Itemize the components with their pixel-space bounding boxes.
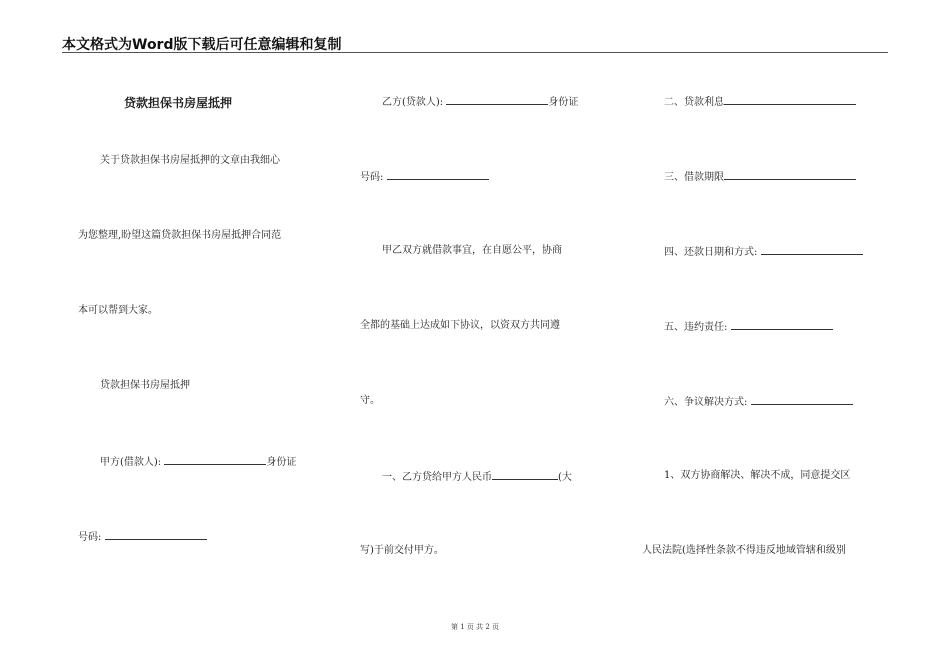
item-5-line	[664, 319, 833, 335]
item-2-label: 二、贷款利息	[664, 97, 724, 108]
subtitle: 贷款担保书房屋抵押	[100, 380, 190, 391]
document-header	[62, 34, 888, 53]
party-b-id-label: 号码:	[360, 172, 384, 183]
interest-blank	[724, 94, 856, 105]
agreement-line-3: 守。	[360, 395, 380, 406]
item-6-2-line: 人民法院(选择性条款不得违反地域管辖和级别	[642, 545, 846, 556]
intro-line-1: 关于贷款担保书房屋抵押的文章由我细心	[100, 155, 280, 166]
item-5-label: 五、违约责任:	[664, 322, 728, 333]
intro-line-2: 为您整理,盼望这篇贷款担保书房屋抵押合同范	[78, 230, 282, 241]
party-b-line	[382, 94, 578, 110]
item-6-label: 六、争议解决方式:	[664, 397, 748, 408]
item-1-line-2: 写)于前交付甲方。	[360, 545, 444, 556]
party-a-id-line	[78, 529, 207, 545]
item-3-label: 三、借款期限	[664, 172, 724, 183]
page-number: 第 1 页 共 2 页	[450, 623, 500, 631]
party-a-id-label: 号码:	[78, 532, 102, 543]
intro-line-3: 本可以帮到大家。	[78, 305, 158, 316]
agreement-line-2: 全都的基础上达成如下协议，以资双方共同遵	[360, 320, 560, 331]
item-1-prefix: 一、乙方贷给甲方人民币	[382, 472, 492, 483]
party-b-name-blank	[446, 94, 548, 105]
header-title: 本文格式为Word版下载后可任意编辑和复制	[62, 37, 342, 53]
party-b-suffix: 身份证	[548, 97, 579, 108]
term-blank	[724, 169, 856, 180]
party-a-line	[100, 454, 296, 470]
party-a-suffix: 身份证	[266, 457, 297, 468]
item-4-line	[664, 244, 863, 260]
party-b-id-line	[360, 169, 489, 185]
party-b-label: 乙方(贷款人):	[382, 97, 444, 108]
dispute-blank	[751, 394, 853, 405]
item-1-line	[382, 469, 572, 485]
item-2-line	[664, 94, 856, 110]
loan-amount-blank	[492, 469, 558, 480]
repayment-blank	[761, 244, 863, 255]
party-b-id-blank	[387, 169, 489, 180]
item-6-line	[664, 394, 853, 410]
document-title: 贷款担保书房屋抵押	[124, 96, 233, 110]
item-4-label: 四、还款日期和方式:	[664, 247, 758, 258]
item-6-1-line: 1、双方协商解决、解决不成，同意提交区	[664, 470, 851, 481]
item-3-line	[664, 169, 856, 185]
party-a-id-blank	[105, 529, 207, 540]
party-a-name-blank	[164, 454, 266, 465]
party-a-label: 甲方(借款人):	[100, 457, 162, 468]
item-1-suffix: (大	[558, 472, 572, 483]
agreement-line-1: 甲乙双方就借款事宜，在自愿公平，协商	[382, 245, 562, 256]
liability-blank	[731, 319, 833, 330]
